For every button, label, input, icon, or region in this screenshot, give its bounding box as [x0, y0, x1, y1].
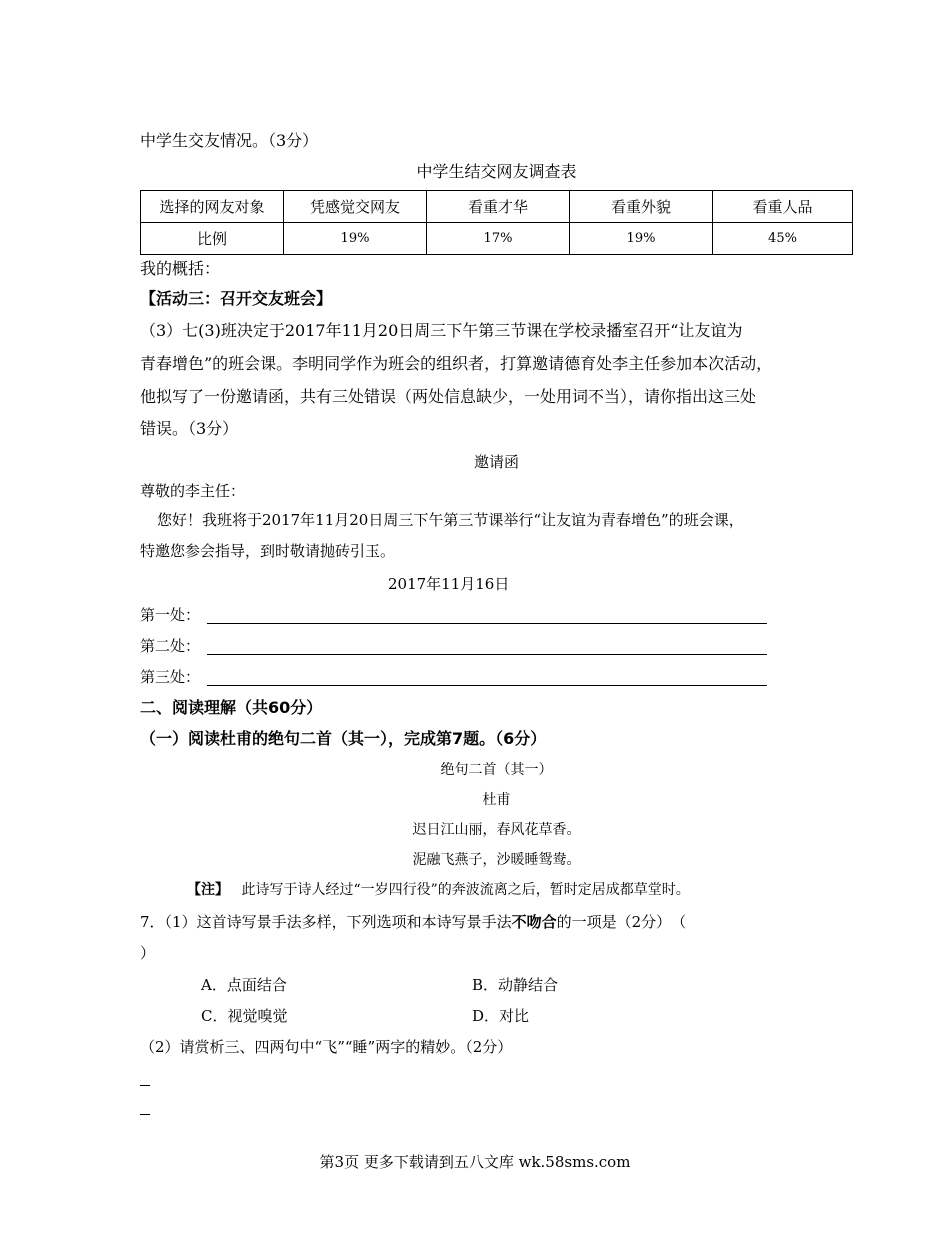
- activity3-line: 青春增色”的班会课。李明同学作为班会的组织者，打算邀请德育处李主任参加本次活动，: [140, 354, 773, 373]
- answer-label-1: 第一处：: [140, 606, 201, 624]
- option-d[interactable]: D．对比: [472, 1007, 530, 1025]
- note-label: 【注】: [187, 882, 229, 898]
- q7-cont: ）: [140, 944, 156, 962]
- activity3-line: （3）七(3)班决定于2017年11月20日周三下午第三节课在学校录播室召开“让友谊为: [140, 321, 743, 340]
- option-b[interactable]: B．动静结合: [472, 976, 559, 994]
- q7-emphasis: 不吻合: [511, 913, 557, 931]
- letter-body: 特邀您参会指导，到时敬请抛砖引玉。: [140, 542, 396, 560]
- table-header-cell: 看重人品: [713, 191, 853, 223]
- letter-title: 邀请函: [473, 453, 519, 471]
- poem-title: 绝句二首（其一）: [440, 762, 553, 778]
- table-title: 中学生结交网友调查表: [416, 162, 577, 181]
- answer-label-2: 第二处：: [140, 637, 201, 655]
- table-header-row: [141, 191, 853, 223]
- section2-heading: 二、阅读理解（共60分）: [140, 698, 323, 717]
- table-header-cell: 选择的网友对象: [141, 191, 284, 223]
- q7-sub2: （2）请赏析三、四两句中“飞”“睡”两字的精妙。（2分）: [140, 1038, 513, 1056]
- poem-author: 杜甫: [482, 792, 511, 808]
- activity3-line: 他拟写了一份邀请函，共有三处错误（两处信息缺少，一处用词不当），请你指出这三处: [140, 387, 757, 406]
- letter-salutation: 尊敬的李主任：: [140, 482, 246, 500]
- table-header-cell: 凭感觉交网友: [284, 191, 427, 223]
- table-row-label: 比例: [141, 223, 284, 255]
- answer-dash-2[interactable]: [140, 1114, 150, 1115]
- option-a[interactable]: A．点面结合: [201, 976, 287, 994]
- answer-line-1[interactable]: [207, 623, 767, 624]
- q7-prefix: 7．（1）这首诗写景手法多样，下列选项和本诗写景手法: [140, 913, 512, 931]
- page-footer: 第3页 更多下载请到五八文库 wk.58sms.com: [319, 1153, 631, 1171]
- answer-label-3: 第三处：: [140, 668, 201, 686]
- activity3-line: 错误。（3分）: [140, 419, 239, 438]
- summary-label: 我的概括：: [140, 259, 221, 278]
- section2-part1: （一）阅读杜甫的绝句二首（其一），完成第7题。（6分）: [140, 729, 547, 748]
- table-cell: 45%: [713, 223, 853, 255]
- poem-line-1: 迟日江山丽，春风花草香。: [412, 822, 581, 838]
- table-cell: 17%: [427, 223, 570, 255]
- letter-body: 您好！我班将于2017年11月20日周三下午第三节课举行“让友谊为青春增色”的班会课，: [157, 511, 744, 529]
- q7-line: [140, 912, 686, 932]
- poem-line-2: 泥融飞燕子，沙暖睡鸳鸯。: [412, 852, 581, 868]
- activity3-heading: 【活动三：召开交友班会】: [140, 289, 333, 308]
- answer-dash-1[interactable]: [140, 1085, 150, 1086]
- survey-table: [140, 190, 853, 255]
- table-cell: 19%: [284, 223, 427, 255]
- note-text: 此诗写于诗人经过“一岁四行役”的奔波流离之后，暂时定居成都草堂时。: [241, 882, 690, 898]
- q7-suffix: 的一项是（2分） （: [556, 913, 687, 931]
- intro-text: 中学生交友情况。（3分）: [140, 131, 319, 150]
- table-header-cell: 看重外貌: [570, 191, 713, 223]
- table-header-cell: 看重才华: [427, 191, 570, 223]
- option-c[interactable]: C．视觉嗅觉: [201, 1007, 288, 1025]
- table-row: [141, 223, 853, 255]
- answer-line-3[interactable]: [207, 685, 767, 686]
- answer-line-2[interactable]: [207, 654, 767, 655]
- letter-date: 2017年11月16日: [388, 575, 510, 593]
- table-cell: 19%: [570, 223, 713, 255]
